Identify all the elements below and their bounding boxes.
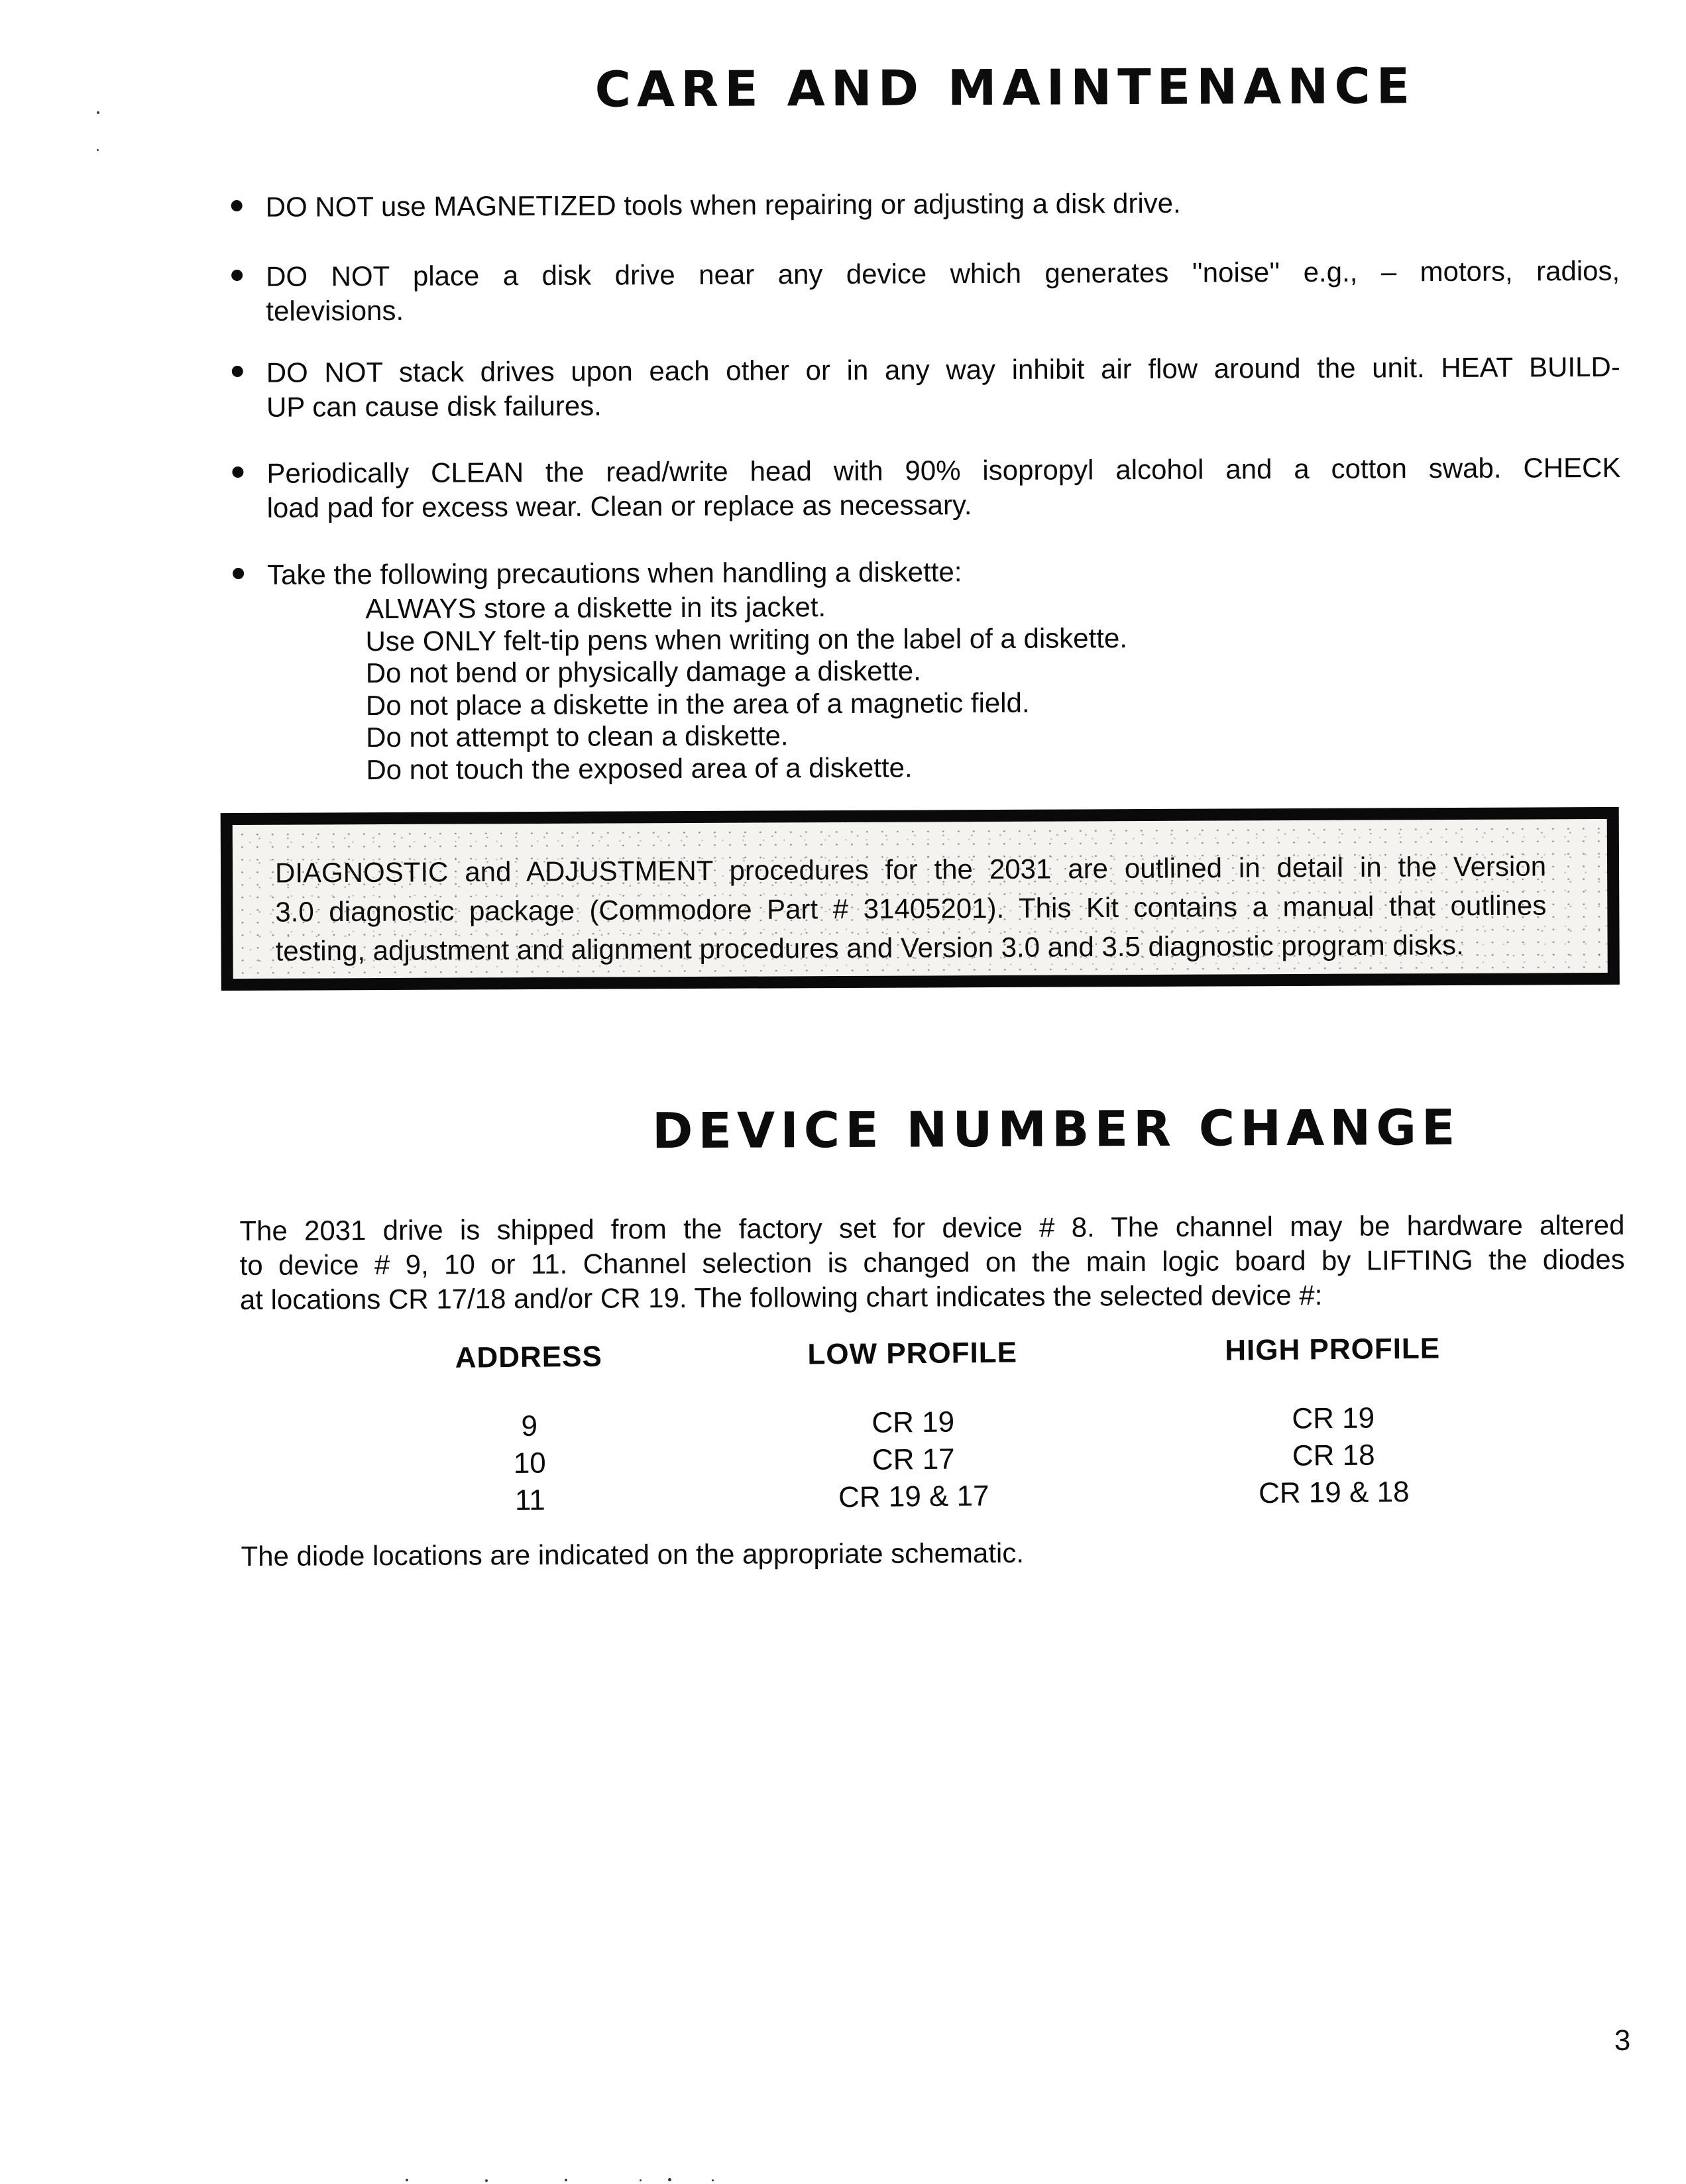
table-column-address: [396, 1342, 663, 1521]
bullet-line: DO NOT stack drives upon each other or in any way inhibit air flow around the unit. HEAT BUILD-: [266, 351, 1620, 388]
sub-line: Do not place a diskette in the area of a magnetic field.: [365, 686, 1030, 721]
table-column-low-profile: [740, 1338, 1087, 1517]
bullet-line: Periodically CLEAN the read/write head with 90% isopropyl alcohol and a cotton swab. CHECK: [266, 451, 1621, 489]
bullet-line: DO NOT place a disk drive near any device which generates ''noise'' e.g., – motors, radios,: [266, 254, 1620, 292]
paragraph-line: at locations CR 17/18 and/or CR 19. The following chart indicates the selected device #:: [239, 1279, 1323, 1315]
scan-speck: [565, 2179, 567, 2181]
table-cell: 11: [514, 1484, 545, 1517]
notice-line: DIAGNOSTIC and ADJUSTMENT procedures for the 2031 are outlined in detail in the Version: [274, 850, 1547, 889]
table-cell: CR 19 & 18: [1258, 1475, 1410, 1510]
scan-speck: [97, 111, 99, 114]
table-cell: CR 19: [871, 1405, 955, 1439]
table-cell: 10: [513, 1447, 547, 1480]
table-cell: CR 18: [1292, 1439, 1375, 1472]
table-cell: 9: [521, 1409, 538, 1443]
schematic-footnote: The diode locations are indicated on the appropriate schematic.: [241, 1537, 1025, 1572]
sub-line: Use ONLY felt-tip pens when writing on the label of a diskette.: [365, 622, 1128, 657]
column-header: LOW PROFILE: [807, 1336, 1018, 1371]
paragraph-line: The 2031 drive is shipped from the factory set for device # 8. The channel may be hardware altered: [239, 1209, 1625, 1246]
bullet-line: UP can cause disk failures.: [266, 390, 602, 423]
scan-speck: [668, 2178, 671, 2181]
scan-speck: [640, 2179, 642, 2181]
table-column-high-profile: [1160, 1334, 1507, 1513]
bullet-line: Take the following precautions when handling a diskette:: [267, 556, 962, 590]
sub-line: Do not touch the exposed area of a diskette.: [366, 751, 913, 785]
table-cell: CR 17: [871, 1443, 955, 1476]
notice-line: testing, adjustment and alignment procedures and Version 3.0 and 3.5 diagnostic program disks.: [275, 929, 1464, 967]
page-number: 3: [1614, 2024, 1631, 2057]
sub-line: Do not attempt to clean a diskette.: [366, 720, 789, 753]
table-cell: CR 19: [1292, 1401, 1375, 1435]
table-cell: CR 19 & 17: [838, 1480, 989, 1514]
sub-line: Do not bend or physically damage a diskette.: [365, 655, 922, 689]
scan-speck: [406, 2179, 408, 2181]
scan-speck: [97, 149, 99, 151]
device-section-title: DEVICE NUMBER CHANGE: [651, 1099, 1461, 1160]
bullet-line: televisions.: [266, 294, 404, 327]
notice-line: 3.0 diagnostic package (Commodore Part # 31405201). This Kit contains a manual that outlines: [275, 889, 1547, 928]
care-section-title: CARE AND MAINTENANCE: [594, 58, 1416, 119]
bullet-line: DO NOT use MAGNETIZED tools when repairing or adjusting a disk drive.: [265, 187, 1181, 223]
bullet-line: load pad for excess wear. Clean or replace as necessary.: [266, 489, 972, 523]
scan-speck: [485, 2179, 488, 2182]
column-header: ADDRESS: [455, 1340, 603, 1374]
sub-line: ALWAYS store a diskette in its jacket.: [365, 591, 826, 625]
scan-speck: [712, 2179, 714, 2181]
paragraph-line: to device # 9, 10 or 11. Channel selection is changed on the main logic board by LIFTING the diodes: [239, 1243, 1625, 1281]
column-header: HIGH PROFILE: [1225, 1332, 1441, 1367]
